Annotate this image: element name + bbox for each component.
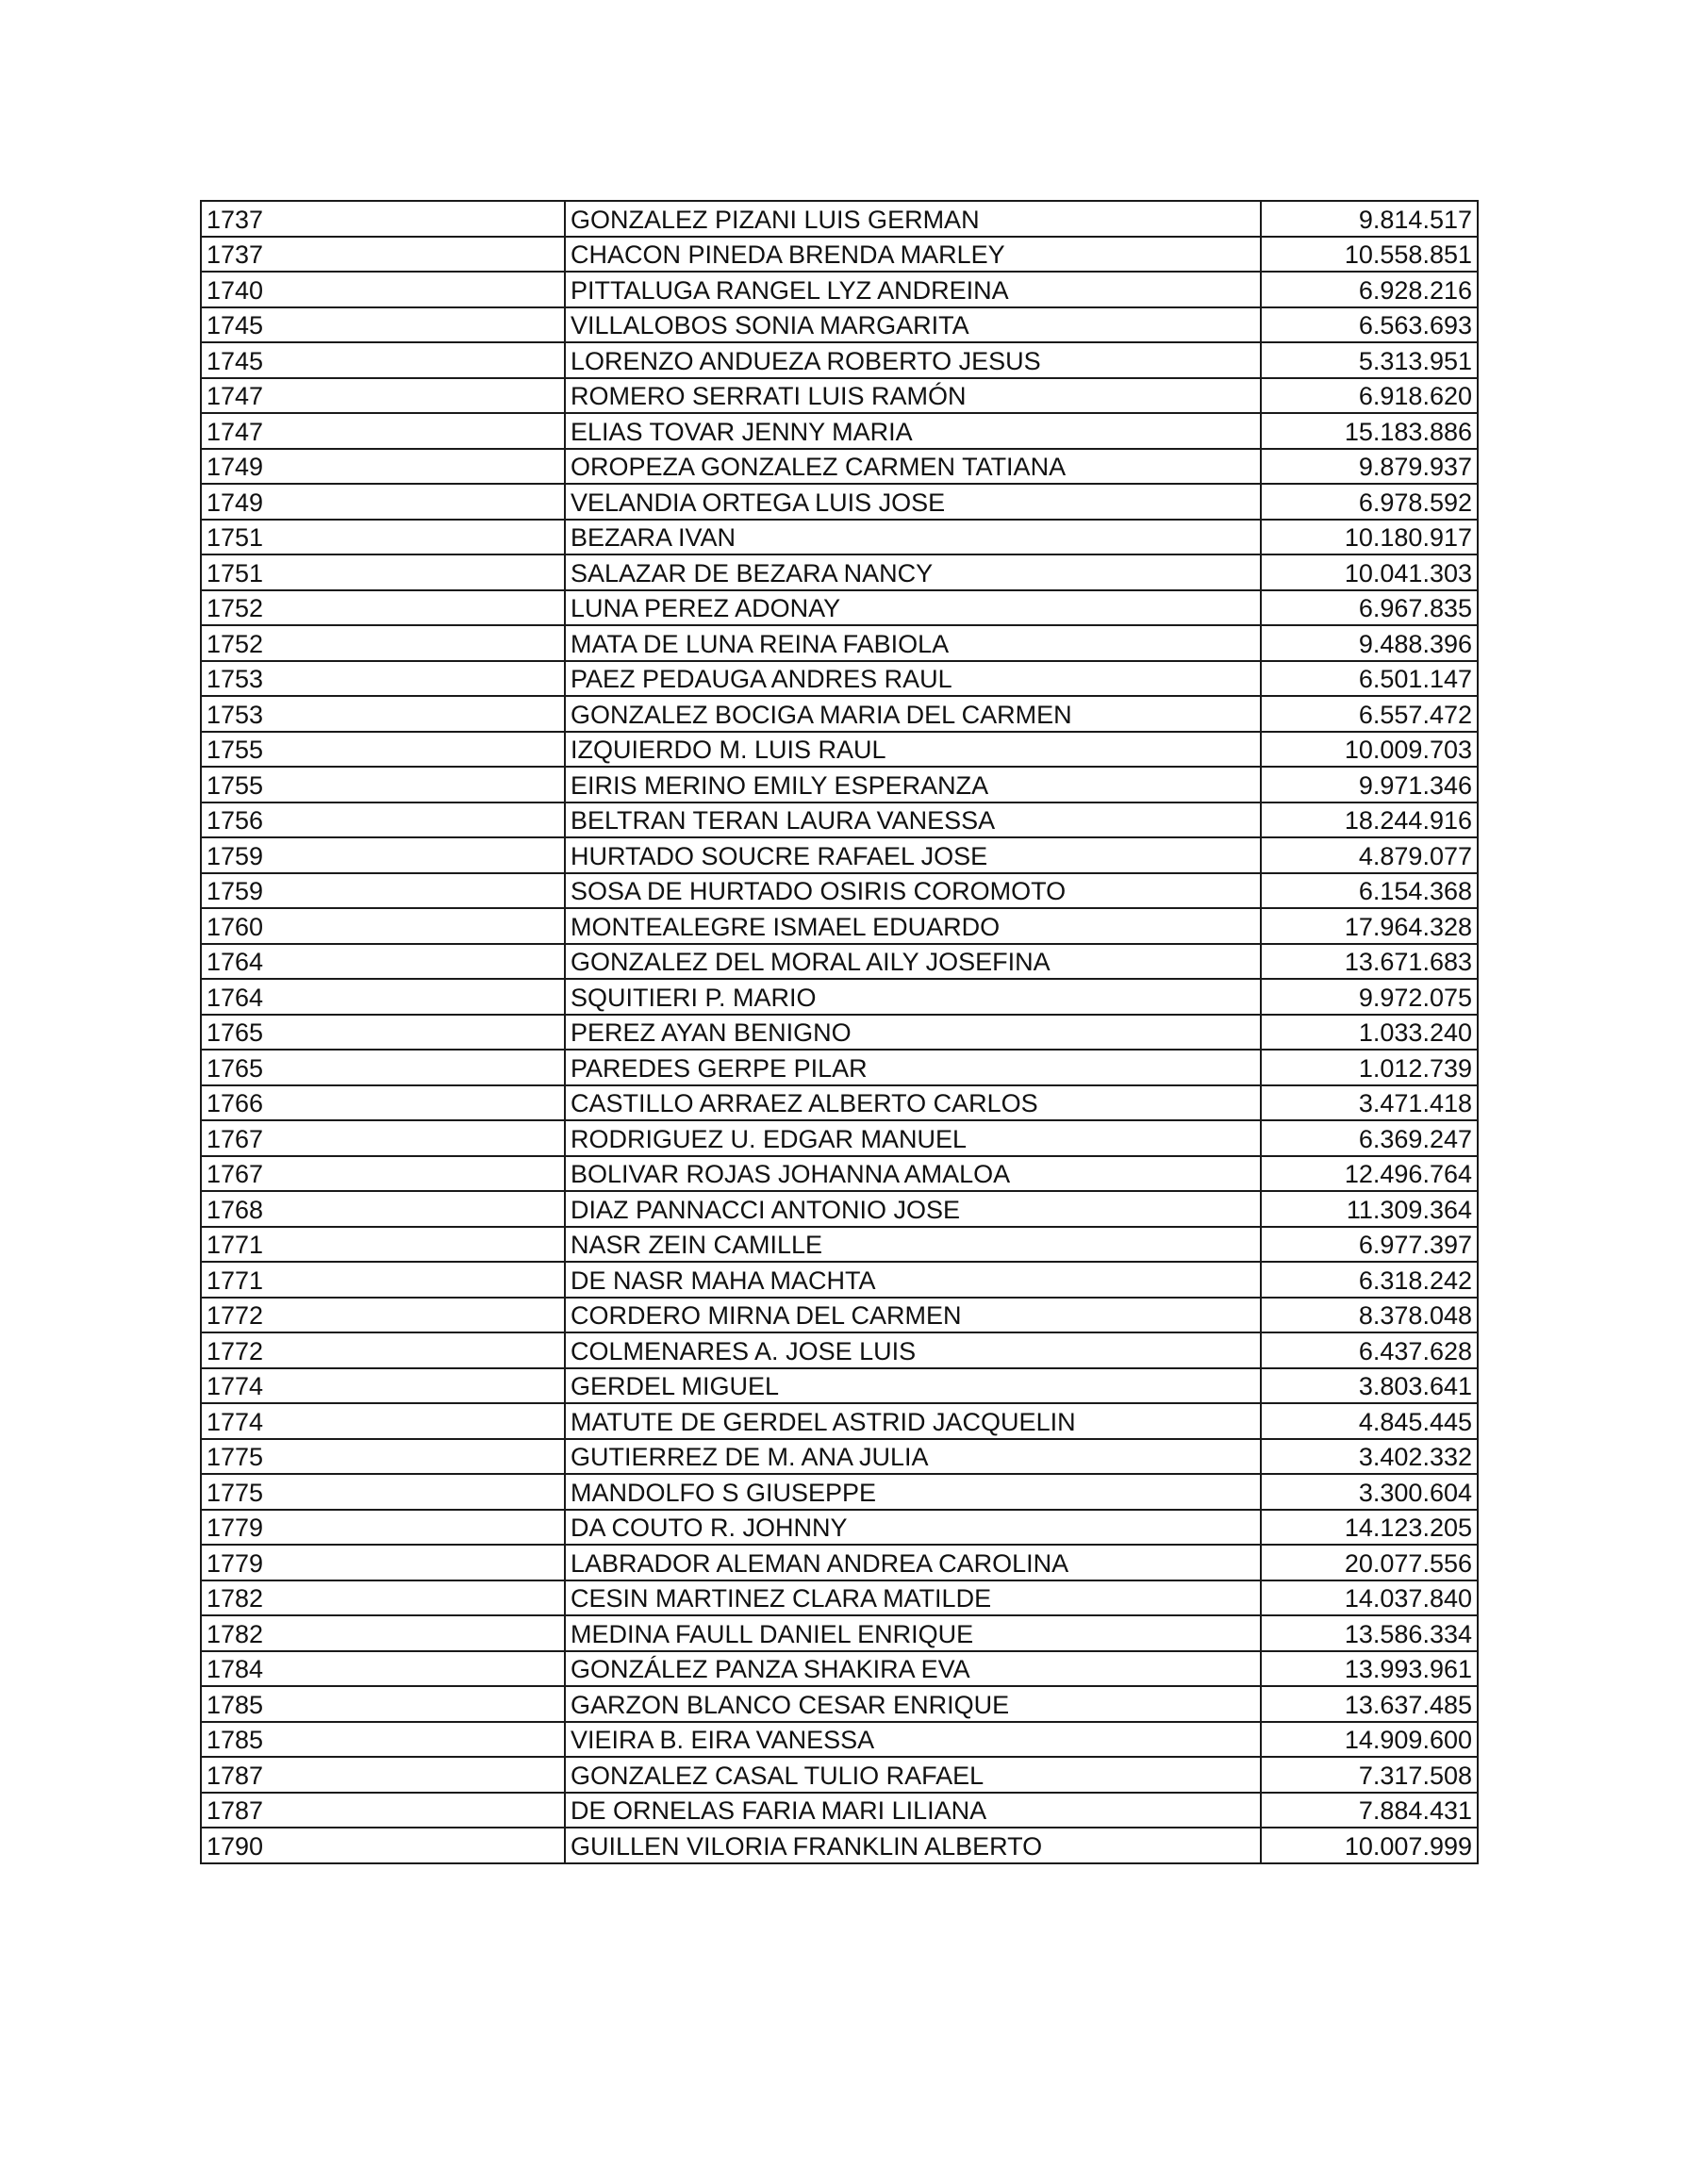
table-row: [201, 1262, 1478, 1298]
amount-cell: 6.928.216: [1261, 272, 1478, 307]
table-row: [201, 378, 1478, 414]
person-name-cell: GONZALEZ BOCIGA MARIA DEL CARMEN: [565, 696, 1261, 732]
table-row: [201, 1085, 1478, 1121]
person-name-cell: RODRIGUEZ U. EDGAR MANUEL: [565, 1120, 1261, 1156]
row-number-cell: 1787: [201, 1757, 565, 1793]
amount-cell: 13.993.961: [1261, 1651, 1478, 1687]
person-name-cell: IZQUIERDO M. LUIS RAUL: [565, 732, 1261, 768]
table-row: [201, 696, 1478, 732]
table-row: [201, 661, 1478, 697]
table-row: [201, 944, 1478, 980]
person-name-cell: COLMENARES A. JOSE LUIS: [565, 1332, 1261, 1368]
table-row: [201, 625, 1478, 661]
person-name-cell: DE NASR MAHA MACHTA: [565, 1262, 1261, 1298]
person-name-cell: VIEIRA B. EIRA VANESSA: [565, 1722, 1261, 1758]
table-row: [201, 979, 1478, 1015]
amount-cell: 18.244.916: [1261, 802, 1478, 838]
person-name-cell: ELIAS TOVAR JENNY MARIA: [565, 413, 1261, 449]
table-row: [201, 1651, 1478, 1687]
person-name-cell: BOLIVAR ROJAS JOHANNA AMALOA: [565, 1156, 1261, 1192]
amount-cell: 4.879.077: [1261, 837, 1478, 873]
row-number-cell: 1749: [201, 449, 565, 485]
table-row: [201, 449, 1478, 485]
amount-cell: 6.557.472: [1261, 696, 1478, 732]
table-row: [201, 837, 1478, 873]
person-name-cell: NASR ZEIN CAMILLE: [565, 1227, 1261, 1263]
person-name-cell: CESIN MARTINEZ CLARA MATILDE: [565, 1580, 1261, 1616]
table-row: [201, 1332, 1478, 1368]
row-number-cell: 1775: [201, 1474, 565, 1510]
row-number-cell: 1767: [201, 1120, 565, 1156]
person-name-cell: BELTRAN TERAN LAURA VANESSA: [565, 802, 1261, 838]
row-number-cell: 1771: [201, 1262, 565, 1298]
person-name-cell: SALAZAR DE BEZARA NANCY: [565, 554, 1261, 590]
row-number-cell: 1764: [201, 944, 565, 980]
row-number-cell: 1745: [201, 307, 565, 343]
row-number-cell: 1759: [201, 837, 565, 873]
amount-cell: 6.918.620: [1261, 378, 1478, 414]
amount-cell: 6.369.247: [1261, 1120, 1478, 1156]
row-number-cell: 1775: [201, 1439, 565, 1475]
row-number-cell: 1774: [201, 1368, 565, 1404]
person-name-cell: CORDERO MIRNA DEL CARMEN: [565, 1298, 1261, 1333]
table-row: [201, 1545, 1478, 1580]
row-number-cell: 1760: [201, 908, 565, 944]
amount-cell: 14.123.205: [1261, 1510, 1478, 1546]
amount-cell: 9.814.517: [1261, 201, 1478, 237]
amount-cell: 9.879.937: [1261, 449, 1478, 485]
row-number-cell: 1755: [201, 732, 565, 768]
amount-cell: 13.637.485: [1261, 1686, 1478, 1722]
person-name-cell: GUTIERREZ DE M. ANA JULIA: [565, 1439, 1261, 1475]
table-row: [201, 342, 1478, 378]
table-row: [201, 1615, 1478, 1651]
amount-cell: 3.300.604: [1261, 1474, 1478, 1510]
row-number-cell: 1779: [201, 1545, 565, 1580]
amount-cell: 10.180.917: [1261, 520, 1478, 555]
person-name-cell: GONZALEZ CASAL TULIO RAFAEL: [565, 1757, 1261, 1793]
amount-cell: 6.978.592: [1261, 484, 1478, 520]
row-number-cell: 1740: [201, 272, 565, 307]
amount-cell: 6.154.368: [1261, 873, 1478, 909]
person-name-cell: GUILLEN VILORIA FRANKLIN ALBERTO: [565, 1828, 1261, 1863]
person-name-cell: OROPEZA GONZALEZ CARMEN TATIANA: [565, 449, 1261, 485]
person-name-cell: GARZON BLANCO CESAR ENRIQUE: [565, 1686, 1261, 1722]
amount-cell: 6.977.397: [1261, 1227, 1478, 1263]
row-number-cell: 1737: [201, 201, 565, 237]
row-number-cell: 1751: [201, 520, 565, 555]
table-row: [201, 802, 1478, 838]
row-number-cell: 1772: [201, 1298, 565, 1333]
row-number-cell: 1774: [201, 1403, 565, 1439]
person-name-cell: LORENZO ANDUEZA ROBERTO JESUS: [565, 342, 1261, 378]
amount-cell: 13.671.683: [1261, 944, 1478, 980]
amount-cell: 17.964.328: [1261, 908, 1478, 944]
person-name-cell: PEREZ AYAN BENIGNO: [565, 1015, 1261, 1051]
amount-cell: 14.909.600: [1261, 1722, 1478, 1758]
row-number-cell: 1753: [201, 661, 565, 697]
table-row: [201, 272, 1478, 307]
table-row: [201, 767, 1478, 802]
row-number-cell: 1756: [201, 802, 565, 838]
table-row: [201, 1580, 1478, 1616]
table-row: [201, 590, 1478, 626]
table-row: [201, 201, 1478, 237]
table-row: [201, 1120, 1478, 1156]
table-row: [201, 484, 1478, 520]
person-name-cell: PAEZ PEDAUGA ANDRES RAUL: [565, 661, 1261, 697]
table-row: [201, 1439, 1478, 1475]
table-row: [201, 1191, 1478, 1227]
person-name-cell: LUNA PEREZ ADONAY: [565, 590, 1261, 626]
row-number-cell: 1759: [201, 873, 565, 909]
table-row: [201, 1403, 1478, 1439]
amount-cell: 9.972.075: [1261, 979, 1478, 1015]
amount-cell: 9.488.396: [1261, 625, 1478, 661]
person-name-cell: LABRADOR ALEMAN ANDREA CAROLINA: [565, 1545, 1261, 1580]
person-name-cell: SQUITIERI P. MARIO: [565, 979, 1261, 1015]
amount-cell: 3.803.641: [1261, 1368, 1478, 1404]
row-number-cell: 1737: [201, 237, 565, 273]
row-number-cell: 1745: [201, 342, 565, 378]
table-row: [201, 1828, 1478, 1863]
person-name-cell: BEZARA IVAN: [565, 520, 1261, 555]
person-name-cell: GERDEL MIGUEL: [565, 1368, 1261, 1404]
amount-cell: 6.563.693: [1261, 307, 1478, 343]
row-number-cell: 1751: [201, 554, 565, 590]
row-number-cell: 1752: [201, 625, 565, 661]
row-number-cell: 1765: [201, 1015, 565, 1051]
row-number-cell: 1767: [201, 1156, 565, 1192]
amount-cell: 10.009.703: [1261, 732, 1478, 768]
table-row: [201, 1510, 1478, 1546]
table-row: [201, 1686, 1478, 1722]
table-row: [201, 554, 1478, 590]
table-row: [201, 1722, 1478, 1758]
row-number-cell: 1747: [201, 413, 565, 449]
amount-cell: 6.437.628: [1261, 1332, 1478, 1368]
table-row: [201, 413, 1478, 449]
amount-cell: 1.012.739: [1261, 1050, 1478, 1085]
row-number-cell: 1766: [201, 1085, 565, 1121]
row-number-cell: 1753: [201, 696, 565, 732]
table-row: [201, 1050, 1478, 1085]
document-page: [200, 200, 1477, 1864]
table-row: [201, 1015, 1478, 1051]
table-row: [201, 1368, 1478, 1404]
person-name-cell: ROMERO SERRATI LUIS RAMÓN: [565, 378, 1261, 414]
person-name-cell: PITTALUGA RANGEL LYZ ANDREINA: [565, 272, 1261, 307]
table-row: [201, 1156, 1478, 1192]
amount-cell: 4.845.445: [1261, 1403, 1478, 1439]
row-number-cell: 1768: [201, 1191, 565, 1227]
table-row: [201, 732, 1478, 768]
table-row: [201, 520, 1478, 555]
row-number-cell: 1771: [201, 1227, 565, 1263]
amount-cell: 15.183.886: [1261, 413, 1478, 449]
person-name-cell: EIRIS MERINO EMILY ESPERANZA: [565, 767, 1261, 802]
row-number-cell: 1785: [201, 1686, 565, 1722]
amount-cell: 12.496.764: [1261, 1156, 1478, 1192]
amount-cell: 8.378.048: [1261, 1298, 1478, 1333]
records-table: [200, 200, 1479, 1864]
amount-cell: 11.309.364: [1261, 1191, 1478, 1227]
amount-cell: 7.884.431: [1261, 1793, 1478, 1828]
table-row: [201, 1474, 1478, 1510]
amount-cell: 14.037.840: [1261, 1580, 1478, 1616]
amount-cell: 10.558.851: [1261, 237, 1478, 273]
row-number-cell: 1782: [201, 1615, 565, 1651]
table-row: [201, 873, 1478, 909]
person-name-cell: DIAZ PANNACCI ANTONIO JOSE: [565, 1191, 1261, 1227]
person-name-cell: DE ORNELAS FARIA MARI LILIANA: [565, 1793, 1261, 1828]
row-number-cell: 1787: [201, 1793, 565, 1828]
row-number-cell: 1755: [201, 767, 565, 802]
amount-cell: 1.033.240: [1261, 1015, 1478, 1051]
person-name-cell: MATUTE DE GERDEL ASTRID JACQUELIN: [565, 1403, 1261, 1439]
amount-cell: 10.041.303: [1261, 554, 1478, 590]
row-number-cell: 1765: [201, 1050, 565, 1085]
person-name-cell: GONZALEZ PIZANI LUIS GERMAN: [565, 201, 1261, 237]
table-row: [201, 307, 1478, 343]
person-name-cell: CHACON PINEDA BRENDA MARLEY: [565, 237, 1261, 273]
person-name-cell: MANDOLFO S GIUSEPPE: [565, 1474, 1261, 1510]
person-name-cell: HURTADO SOUCRE RAFAEL JOSE: [565, 837, 1261, 873]
amount-cell: 6.318.242: [1261, 1262, 1478, 1298]
row-number-cell: 1785: [201, 1722, 565, 1758]
table-row: [201, 908, 1478, 944]
person-name-cell: GONZALEZ DEL MORAL AILY JOSEFINA: [565, 944, 1261, 980]
row-number-cell: 1749: [201, 484, 565, 520]
amount-cell: 6.501.147: [1261, 661, 1478, 697]
person-name-cell: PAREDES GERPE PILAR: [565, 1050, 1261, 1085]
person-name-cell: GONZÁLEZ PANZA SHAKIRA EVA: [565, 1651, 1261, 1687]
person-name-cell: CASTILLO ARRAEZ ALBERTO CARLOS: [565, 1085, 1261, 1121]
amount-cell: 3.402.332: [1261, 1439, 1478, 1475]
amount-cell: 10.007.999: [1261, 1828, 1478, 1863]
person-name-cell: DA COUTO R. JOHNNY: [565, 1510, 1261, 1546]
table-row: [201, 1227, 1478, 1263]
row-number-cell: 1782: [201, 1580, 565, 1616]
table-row: [201, 1793, 1478, 1828]
row-number-cell: 1772: [201, 1332, 565, 1368]
row-number-cell: 1779: [201, 1510, 565, 1546]
row-number-cell: 1790: [201, 1828, 565, 1863]
table-row: [201, 1298, 1478, 1333]
table-row: [201, 1757, 1478, 1793]
person-name-cell: VELANDIA ORTEGA LUIS JOSE: [565, 484, 1261, 520]
person-name-cell: MEDINA FAULL DANIEL ENRIQUE: [565, 1615, 1261, 1651]
amount-cell: 13.586.334: [1261, 1615, 1478, 1651]
row-number-cell: 1747: [201, 378, 565, 414]
table-row: [201, 237, 1478, 273]
person-name-cell: SOSA DE HURTADO OSIRIS COROMOTO: [565, 873, 1261, 909]
amount-cell: 3.471.418: [1261, 1085, 1478, 1121]
amount-cell: 20.077.556: [1261, 1545, 1478, 1580]
row-number-cell: 1784: [201, 1651, 565, 1687]
records-table-body: [201, 201, 1478, 1863]
person-name-cell: VILLALOBOS SONIA MARGARITA: [565, 307, 1261, 343]
row-number-cell: 1764: [201, 979, 565, 1015]
amount-cell: 5.313.951: [1261, 342, 1478, 378]
row-number-cell: 1752: [201, 590, 565, 626]
person-name-cell: MONTEALEGRE ISMAEL EDUARDO: [565, 908, 1261, 944]
amount-cell: 6.967.835: [1261, 590, 1478, 626]
amount-cell: 7.317.508: [1261, 1757, 1478, 1793]
person-name-cell: MATA DE LUNA REINA FABIOLA: [565, 625, 1261, 661]
amount-cell: 9.971.346: [1261, 767, 1478, 802]
